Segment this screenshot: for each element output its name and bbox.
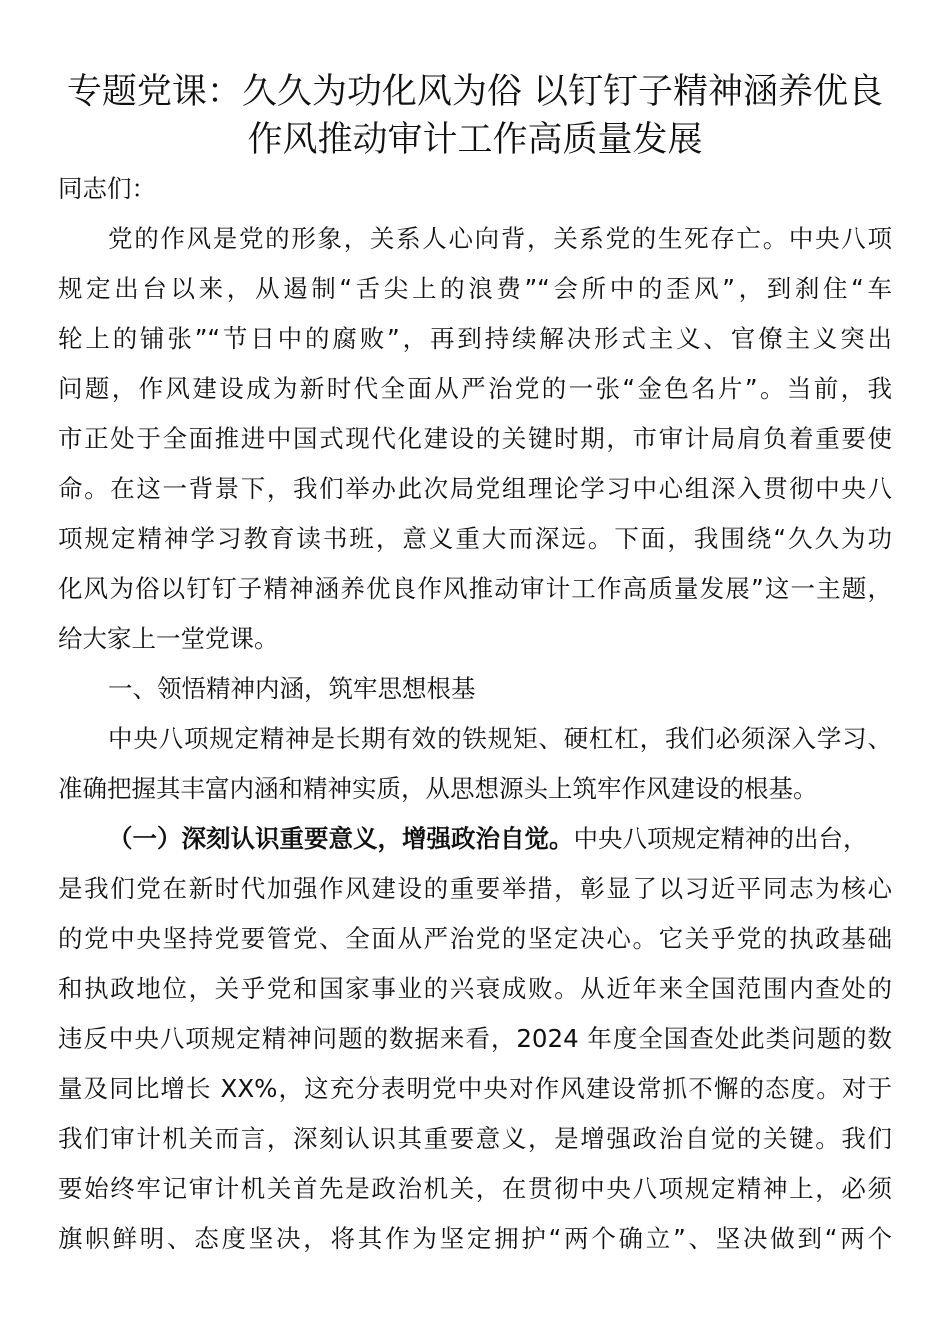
paragraph-line: 旗帜鲜明、态度坚决，将其作为坚定拥护“两个确立”、坚决做到“两个: [58, 1224, 892, 1253]
paragraph-line: 给大家上一堂党课。: [58, 624, 279, 653]
paragraph-line: 我们审计机关而言，深刻认识其重要意义，是增强政治自觉的关键。我们: [58, 1124, 892, 1153]
paragraph-line: 党的作风是党的形象，关系人心向背，关系党的生死存亡。中央八项: [108, 224, 892, 253]
paragraph-line: 规定出台以来，从遏制“舌尖上的浪费”“会所中的歪风”，到刹住“车: [58, 274, 892, 303]
paragraph-line: 命。在这一背景下，我们举办此次局党组理论学习中心组深入贯彻中央八: [58, 474, 892, 503]
paragraph-line: 问题，作风建设成为新时代全面从严治党的一张“金色名片”。当前，我: [58, 374, 892, 403]
subsection-text: 中央八项规定精神的出台，: [573, 824, 868, 853]
paragraph-line: 准确把握其丰富内涵和精神实质，从思想源头上筑牢作风建设的根基。: [58, 774, 818, 803]
paragraph-line: 量及同比增长 XX%，这充分表明党中央对作风建设常抓不懈的态度。对于: [58, 1074, 892, 1103]
paragraph-line: 是我们党在新时代加强作风建设的重要举措，彰显了以习近平同志为核心: [58, 874, 892, 903]
paragraph-line: 和执政地位，关乎党和国家事业的兴衰成败。从近年来全国范围内查处的: [58, 974, 892, 1003]
paragraph-line: 要始终牢记审计机关首先是政治机关，在贯彻中央八项规定精神上，必须: [58, 1174, 892, 1203]
subsection-heading: （一）深刻认识重要意义，增强政治自觉。: [108, 824, 574, 853]
section-heading: 一、领悟精神内涵，筑牢思想根基: [108, 674, 476, 703]
paragraph-line: 项规定精神学习教育读书班，意义重大而深远。下面，我围绕“久久为功: [58, 524, 892, 553]
paragraph-line: 化风为俗以钉钉子精神涵养优良作风推动审计工作高质量发展”这一主题，: [58, 574, 892, 603]
document-title-line-2: 作风推动审计工作高质量发展: [247, 120, 703, 160]
subsection-line: [108, 822, 868, 856]
document-title-line-1: 专题党课：久久为功化风为俗 以钉钉子精神涵养优良: [66, 72, 884, 112]
salutation: 同志们：: [58, 174, 156, 203]
paragraph-line: 市正处于全面推进中国式现代化建设的关键时期，市审计局肩负着重要使: [58, 424, 892, 453]
paragraph-line: 违反中央八项规定精神问题的数据来看，2024 年度全国查处此类问题的数: [58, 1024, 892, 1053]
paragraph-line: 轮上的铺张”“节日中的腐败”，再到持续解决形式主义、官僚主义突出: [58, 324, 892, 353]
paragraph-line: 中央八项规定精神是长期有效的铁规矩、硬杠杠，我们必须深入学习、: [108, 724, 892, 753]
paragraph-line: 的党中央坚持党要管党、全面从严治党的坚定决心。它关乎党的执政基础: [58, 924, 892, 953]
